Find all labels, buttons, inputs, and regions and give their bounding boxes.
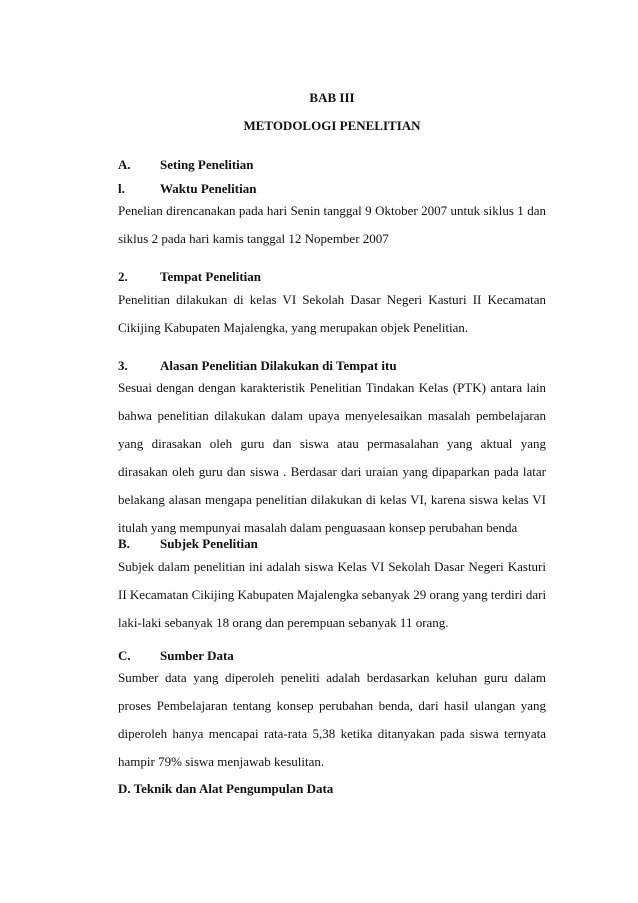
sub-2-title: Tempat Penelitian [160,269,261,284]
paragraph-line: belakang alasan mengapa penelitian dilakukan di kelas VI, karena siswa kelas VI [118,492,546,507]
sub-3-number: 3. [118,358,128,373]
paragraph-line: bahwa penelitian dilakukan dalam upaya menyelesaikan masalah pembelajaran [118,408,546,423]
paragraph-line: Sesuai dengan dengan karakteristik Penelitian Tindakan Kelas (PTK) antara lain [118,380,546,395]
section-c-number: C. [118,648,131,663]
sub-3-title: Alasan Penelitian Dilakukan di Tempat itu [160,358,397,373]
page-title: METODOLOGI PENELITIAN [243,118,421,133]
paragraph-line: Sumber data yang diperoleh peneliti adalah berdasarkan keluhan guru dalam [118,670,546,685]
section-a-heading [118,157,546,173]
paragraph-line: yang dirasakan oleh guru dan siswa atau permasalahan yang aktual yang [118,436,546,451]
paragraph-line: siklus 2 pada hari kamis tanggal 12 Nopember 2007 [118,231,389,246]
sub-1-number: l. [118,181,125,196]
sub-1-heading [118,181,546,197]
section-b-title: Subjek Penelitian [160,536,258,551]
paragraph-line: II Kecamatan Cikijing Kabupaten Majalengka sebanyak 29 orang yang terdiri dari [118,587,547,602]
section-d-heading: D. Teknik dan Alat Pengumpulan Data [118,781,334,796]
sub-1-title: Waktu Penelitian [160,181,257,196]
paragraph-line: hampir 79% siswa menjawab kesulitan. [118,754,325,769]
section-b-paragraph [118,559,546,631]
paragraph-line: proses Pembelajaran tentang konsep perubahan benda, dari hasil ulangan yang [118,698,546,713]
paragraph-line: Cikijing Kabupaten Majalengka, yang merupakan objek Penelitian. [118,320,469,335]
sub-2-heading [118,269,546,285]
section-a-number: A. [118,157,131,172]
chapter-label: BAB III [309,90,355,105]
section-a-title: Seting Penelitian [160,157,254,172]
paragraph-line: diperoleh hanya mencapai rata-rata 5,38 ketika ditanyakan pada siswa ternyata [118,726,546,741]
paragraph-line: Penelitian dilakukan di kelas VI Sekolah Dasar Negeri Kasturi II Kecamatan [118,292,546,307]
sub-2-paragraph [118,292,546,336]
section-b-number: B. [118,536,130,551]
sub-2-number: 2. [118,269,128,284]
sub-3-heading [118,358,546,374]
paragraph-line: Penelian direncanakan pada hari Senin tanggal 9 Oktober 2007 untuk siklus 1 dan [118,203,546,218]
section-b-heading [118,536,546,552]
paragraph-line: itulah yang mempunyai masalah dalam penguasaan konsep perubahan benda [118,520,518,535]
paragraph-line: Subjek dalam penelitian ini adalah siswa Kelas VI Sekolah Dasar Negeri Kasturi [118,559,546,574]
sub-1-paragraph [118,203,546,247]
paragraph-line: dirasakan oleh guru dan siswa . Berdasar dari uraian yang dipaparkan pada latar [118,464,546,479]
paragraph-line: laki-laki sebanyak 18 orang dan perempuan sebanyak 11 orang. [118,615,449,630]
section-c-heading [118,648,546,664]
section-c-title: Sumber Data [160,648,234,663]
sub-3-paragraph [118,380,546,536]
section-c-paragraph [118,670,546,770]
